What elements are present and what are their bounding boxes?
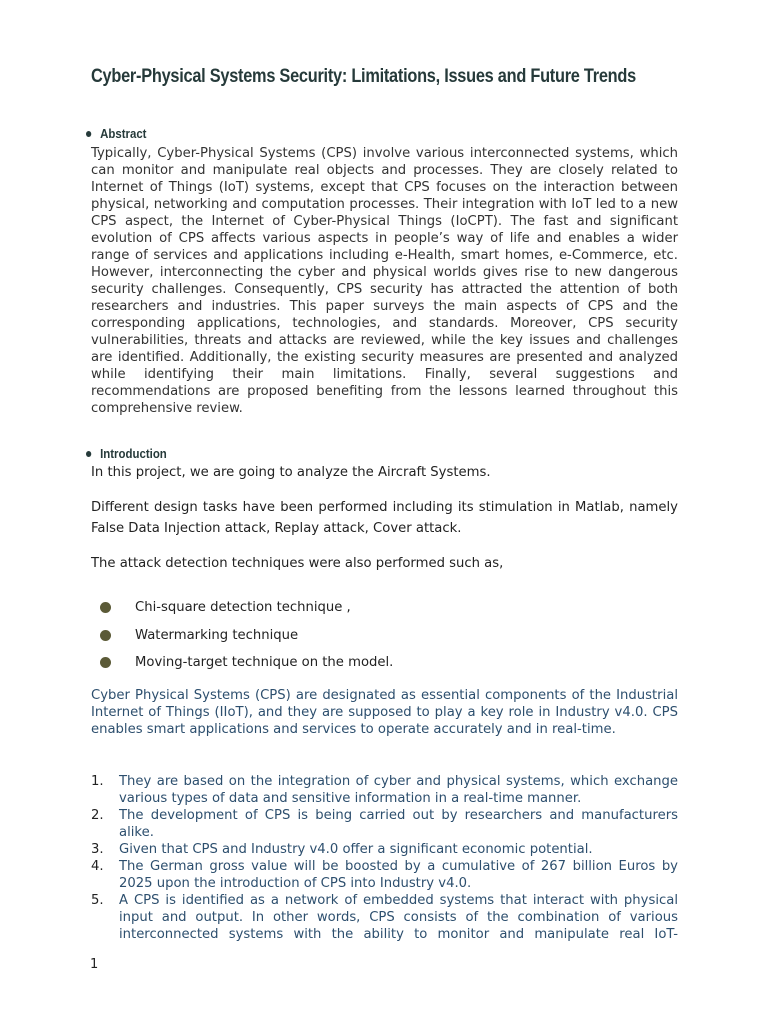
list-item-text: Watermarking technique bbox=[135, 627, 299, 643]
list-number: 2. bbox=[91, 808, 104, 823]
bullet-dot-icon bbox=[100, 657, 111, 668]
cps-paragraph: Cyber Physical Systems (CPS) are designated as essential components of the Industrial Internet of Things (IIoT), and they are supposed to play a key role in Industry v4.0. CPS enables smart applications and services to operate accurately and in real-time. bbox=[91, 688, 678, 737]
technique-list bbox=[100, 594, 393, 677]
list-item-text: Moving-target technique on the model. bbox=[135, 655, 394, 671]
list-number: 3. bbox=[91, 842, 104, 857]
numbered-list-item bbox=[91, 841, 678, 858]
intro-paragraph-3: The attack detection techniques were also performed such as, bbox=[91, 556, 504, 571]
numbered-list bbox=[91, 773, 678, 943]
abstract-heading bbox=[86, 126, 147, 141]
list-number: 5. bbox=[91, 893, 104, 908]
abstract-heading-label: Abstract bbox=[100, 126, 147, 141]
list-item bbox=[100, 594, 393, 622]
page-number: 1 bbox=[90, 957, 99, 972]
intro-paragraph-2: Different design tasks have been performed including its stimulation in Matlab, namely False Data Injection attack, Replay attack, Cover attack. bbox=[91, 500, 678, 536]
bullet-dot-icon bbox=[86, 451, 91, 457]
numbered-list-item bbox=[91, 773, 678, 807]
numbered-list-item bbox=[91, 892, 678, 943]
list-item bbox=[100, 622, 393, 650]
list-item-text: The German gross value will be boosted by a cumulative of 267 billion Euros by 2025 upon the introduction of CPS into Industry v4.0. bbox=[119, 859, 678, 891]
numbered-list-item bbox=[91, 807, 678, 841]
list-item bbox=[100, 649, 393, 677]
introduction-heading bbox=[86, 446, 167, 461]
list-item-text: Chi-square detection technique , bbox=[135, 600, 351, 616]
list-item-text: A CPS is identified as a network of embedded systems that interact with physical input and output. In other words, CPS consists of the combination of various interconnected systems with the ability to monitor and manipulate real IoT- bbox=[119, 893, 678, 942]
introduction-heading-label: Introduction bbox=[100, 446, 167, 461]
list-number: 4. bbox=[91, 859, 104, 874]
bullet-dot-icon bbox=[100, 630, 111, 641]
abstract-body: Typically, Cyber-Physical Systems (CPS) involve various interconnected systems, which can monitor and manipulate real objects and processes. They are closely related to Internet of Things (IoT) systems, except that CPS focuses on the interaction between physical, networking and computation processes. Their integration with IoT led to a new CPS aspect, the Internet of Cyber-Physical Things (IoCPT). The fast and significant evolution of CPS affects various aspects in people’s way of life and enables a wider range of services and applications including e-Health, smart homes, e-Commerce, etc. However, interconnecting the cyber and physical worlds gives rise to new dangerous security challenges. Consequently, CPS security has attracted the attention of both researchers and industries. This paper surveys the main aspects of CPS and the corresponding applications, technologies, and standards. Moreover, CPS security vulnerabilities, threats and attacks are reviewed, while the key issues and challenges are identified. Additionally, the existing security measures are presented and analyzed while identifying their main limitations. Finally, several suggestions and recommendations are proposed benefiting from the lessons learned throughout this comprehensive review. bbox=[91, 146, 678, 416]
bullet-dot-icon bbox=[100, 602, 111, 613]
document-title: Cyber-Physical Systems Security: Limitations, Issues and Future Trends bbox=[91, 66, 636, 87]
list-item-text: The development of CPS is being carried out by researchers and manufacturers alike. bbox=[119, 808, 678, 840]
list-number: 1. bbox=[91, 774, 104, 789]
bullet-dot-icon bbox=[86, 131, 91, 137]
list-item-text: They are based on the integration of cyber and physical systems, which exchange various types of data and sensitive information in a real-time manner. bbox=[119, 774, 678, 806]
list-item-text: Given that CPS and Industry v4.0 offer a significant economic potential. bbox=[119, 842, 593, 857]
numbered-list-item bbox=[91, 858, 678, 892]
intro-paragraph-1: In this project, we are going to analyze the Aircraft Systems. bbox=[91, 465, 491, 480]
